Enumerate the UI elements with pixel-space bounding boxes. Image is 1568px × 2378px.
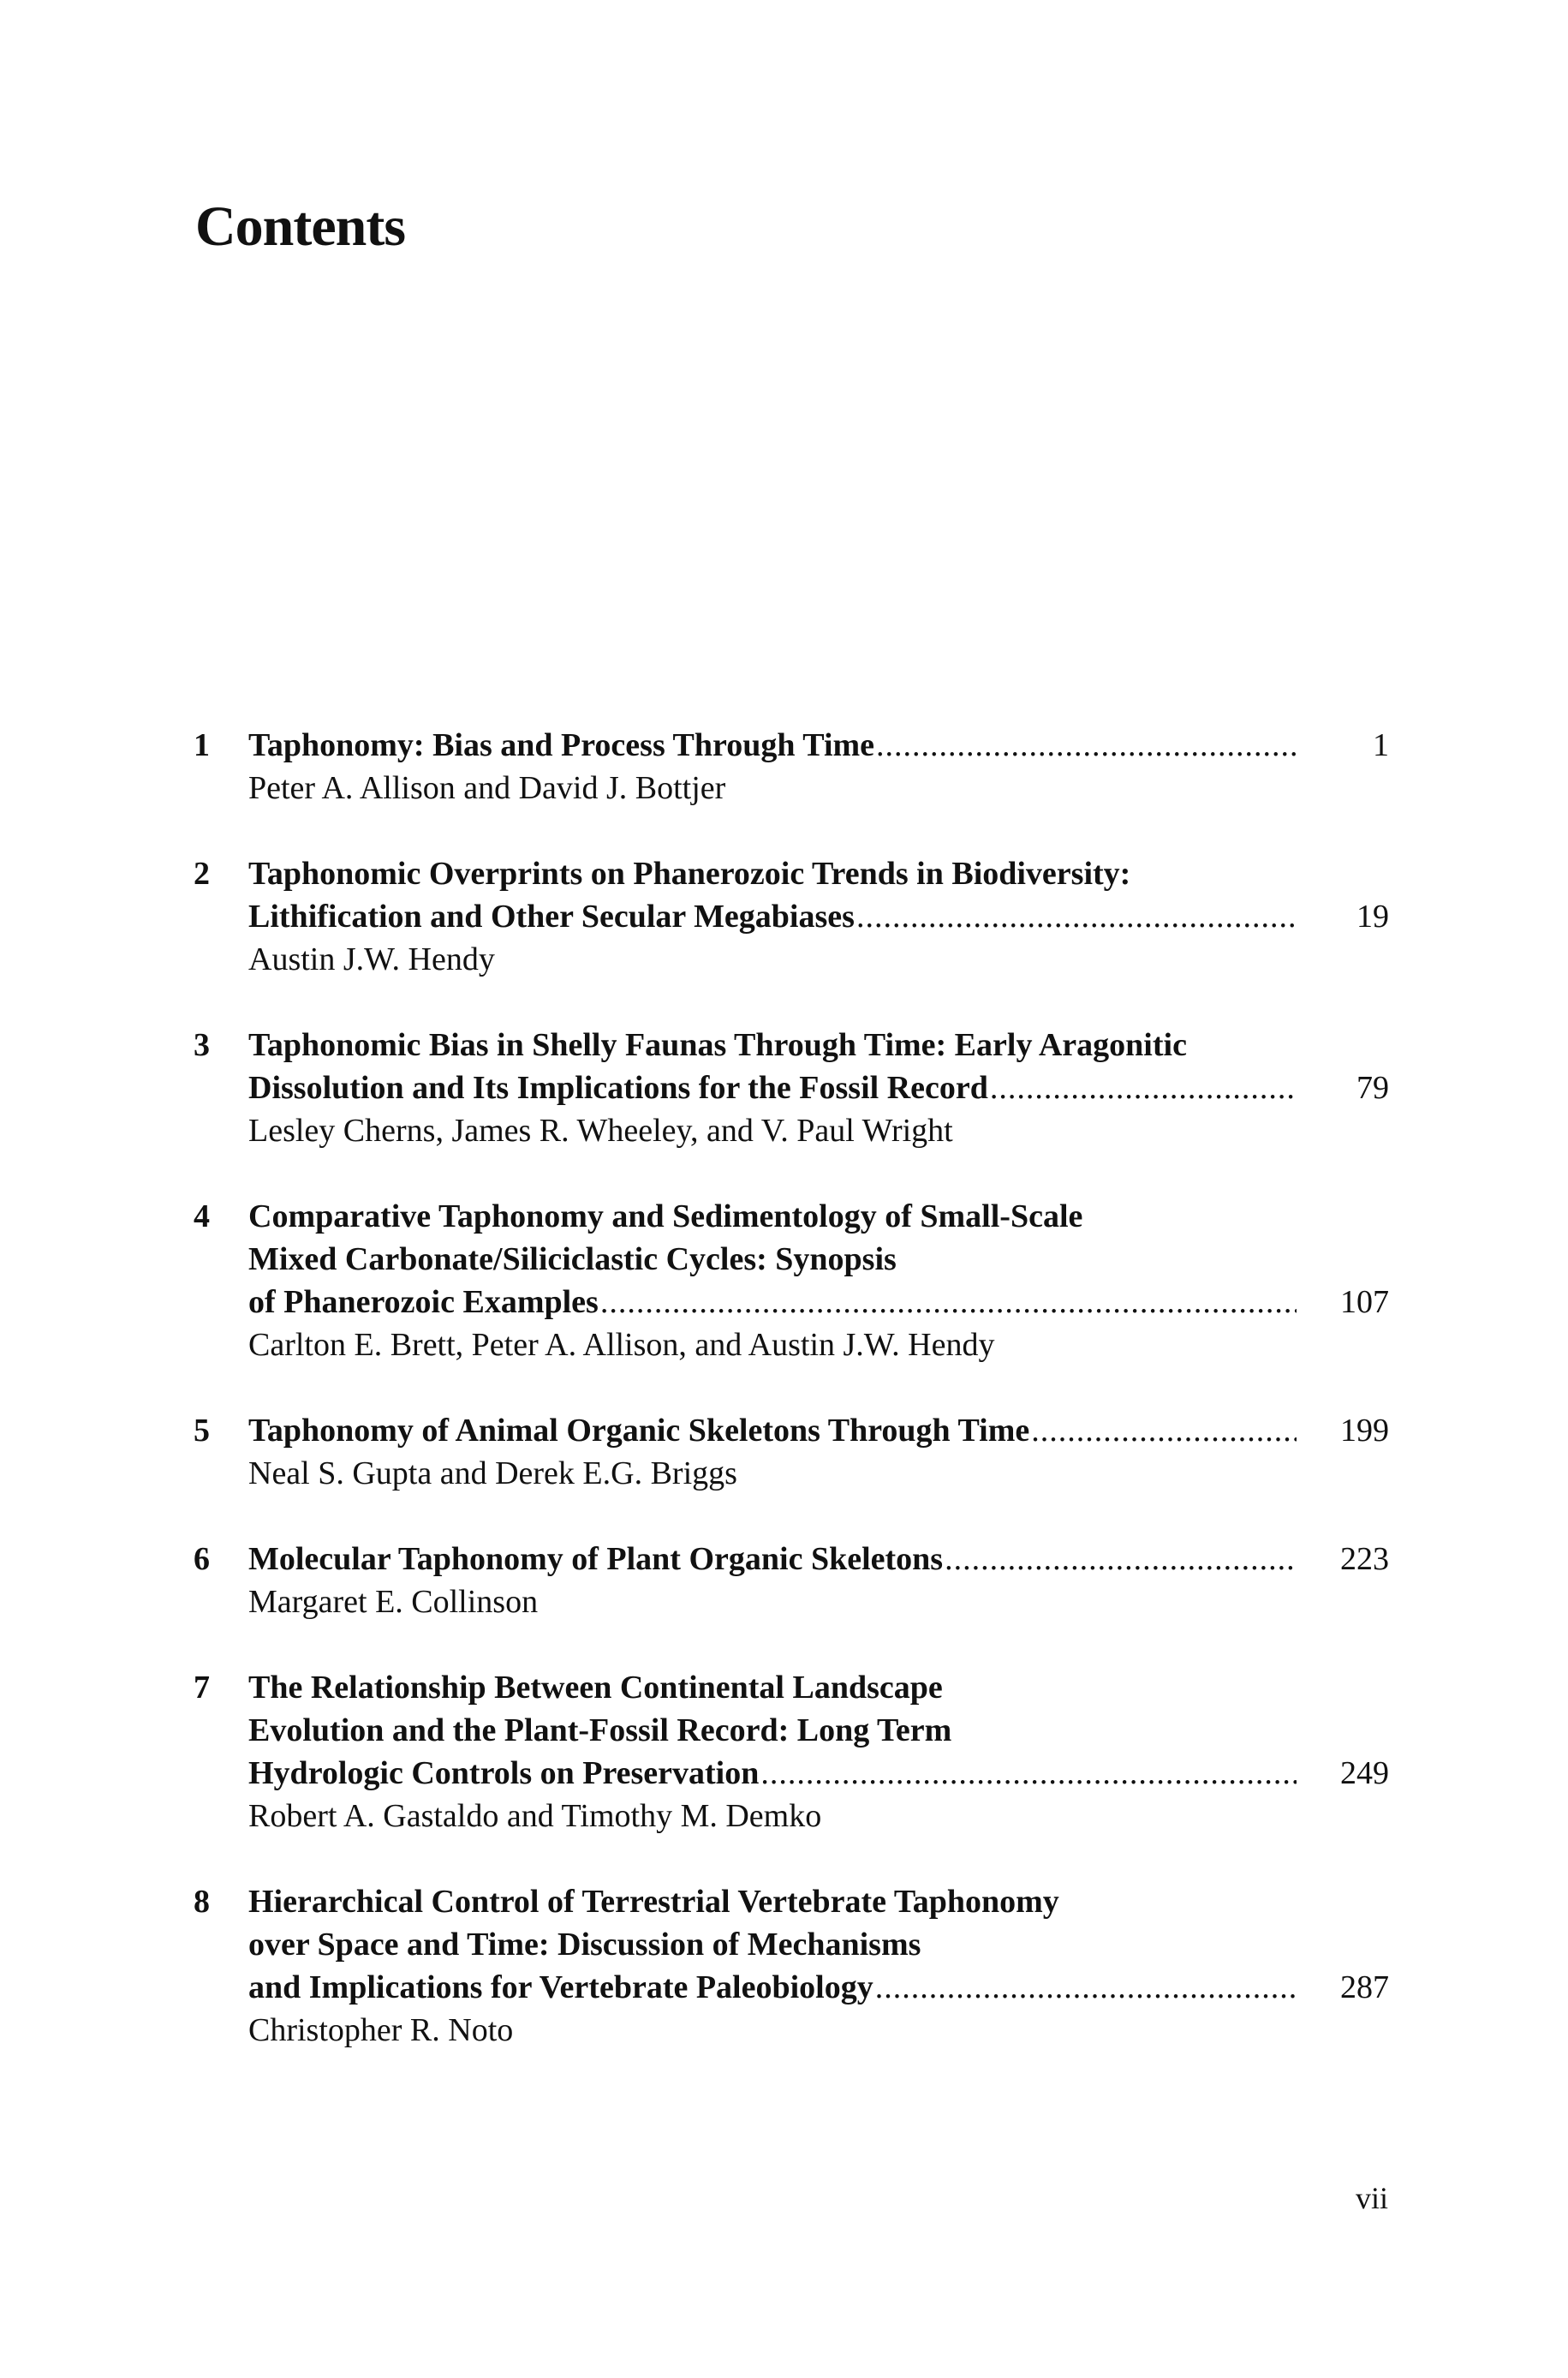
page-number[interactable]: 249 [1340, 1755, 1389, 1791]
chapter-title-final-line[interactable] [248, 1966, 1389, 2009]
chapter-number: 6 [194, 1541, 210, 1577]
chapter-authors: Carlton E. Brett, Peter A. Allison, and Austin J.W. Hendy [248, 1327, 995, 1363]
page-number[interactable]: 223 [1340, 1541, 1389, 1577]
chapter-title-line[interactable]: Taphonomic Overprints on Phanerozoic Trends in Biodiversity: [248, 856, 1131, 892]
dot-leader [990, 1067, 1297, 1109]
toc-entry-1[interactable] [0, 724, 1568, 810]
chapter-number: 4 [194, 1198, 210, 1234]
chapter-number: 1 [194, 727, 210, 763]
chapter-title-line[interactable]: Taphonomic Bias in Shelly Faunas Through Time: Early Aragonitic [248, 1027, 1187, 1063]
chapter-number: 7 [194, 1670, 210, 1706]
dot-leader [856, 895, 1297, 938]
dot-leader [760, 1752, 1297, 1795]
chapter-title-line[interactable]: The Relationship Between Continental Landscape [248, 1670, 943, 1706]
chapter-number: 2 [194, 856, 210, 892]
chapter-title-final-line[interactable] [248, 1752, 1389, 1795]
dot-leader [945, 1538, 1297, 1580]
chapter-authors: Neal S. Gupta and Derek E.G. Briggs [248, 1455, 737, 1491]
chapter-authors: Lesley Cherns, James R. Wheeley, and V. Paul Wright [248, 1113, 953, 1149]
chapter-title-final-line[interactable] [248, 1067, 1389, 1109]
table-of-contents [0, 724, 1568, 2094]
chapter-authors: Christopher R. Noto [248, 2012, 514, 2048]
toc-entry-3[interactable] [0, 1024, 1568, 1152]
toc-entry-5[interactable] [0, 1409, 1568, 1495]
chapter-authors: Margaret E. Collinson [248, 1584, 539, 1620]
chapter-title-final-line[interactable] [248, 1409, 1389, 1452]
chapter-authors: Robert A. Gastaldo and Timothy M. Demko [248, 1798, 822, 1834]
chapter-title[interactable]: Lithification and Other Secular Megabiases [248, 899, 855, 935]
toc-entry-2[interactable] [0, 852, 1568, 981]
chapter-title[interactable]: Dissolution and Its Implications for the Fossil Record [248, 1070, 988, 1106]
chapter-title[interactable]: of Phanerozoic Examples [248, 1284, 599, 1320]
chapter-title-final-line[interactable] [248, 1538, 1389, 1580]
toc-entry-4[interactable] [0, 1195, 1568, 1366]
chapter-title-line[interactable]: Comparative Taphonomy and Sedimentology of Small-Scale [248, 1198, 1083, 1234]
chapter-number: 3 [194, 1027, 210, 1063]
toc-entry-6[interactable] [0, 1538, 1568, 1623]
page-title: Contents [195, 195, 406, 258]
chapter-title[interactable]: Hydrologic Controls on Preservation [248, 1755, 760, 1791]
chapter-title[interactable]: Taphonomy of Animal Organic Skeletons Through Time [248, 1413, 1030, 1449]
page-number[interactable]: 107 [1340, 1284, 1389, 1320]
page-folio: vii [1355, 2181, 1388, 2215]
chapter-title[interactable]: Molecular Taphonomy of Plant Organic Skeletons [248, 1541, 944, 1577]
chapter-title-final-line[interactable] [248, 895, 1389, 938]
chapter-number: 8 [194, 1884, 210, 1920]
page-number[interactable]: 287 [1340, 1969, 1389, 2005]
chapter-number: 5 [194, 1413, 210, 1449]
chapter-title[interactable]: and Implications for Vertebrate Paleobiology [248, 1969, 873, 2005]
page-number[interactable]: 199 [1340, 1413, 1389, 1449]
toc-entry-8[interactable] [0, 1880, 1568, 2052]
chapter-title[interactable]: Taphonomy: Bias and Process Through Time [248, 727, 875, 763]
chapter-title-line[interactable]: Hierarchical Control of Terrestrial Vertebrate Taphonomy [248, 1884, 1059, 1920]
chapter-authors: Peter A. Allison and David J. Bottjer [248, 770, 726, 806]
dot-leader [1031, 1409, 1297, 1452]
toc-entry-7[interactable] [0, 1666, 1568, 1837]
chapter-title-line[interactable]: Mixed Carbonate/Siliciclastic Cycles: Synopsis [248, 1241, 897, 1277]
chapter-title-final-line[interactable] [248, 1281, 1389, 1323]
page-number[interactable]: 79 [1356, 1070, 1389, 1106]
page-number[interactable]: 1 [1373, 727, 1389, 763]
dot-leader [600, 1281, 1297, 1323]
chapter-title-line[interactable]: Evolution and the Plant-Fossil Record: Long Term [248, 1712, 952, 1748]
page-number[interactable]: 19 [1356, 899, 1389, 935]
chapter-authors: Austin J.W. Hendy [248, 941, 495, 977]
chapter-title-line[interactable]: over Space and Time: Discussion of Mechanisms [248, 1927, 921, 1963]
dot-leader [876, 724, 1297, 767]
dot-leader [875, 1966, 1297, 2009]
chapter-title-final-line[interactable] [248, 724, 1389, 767]
